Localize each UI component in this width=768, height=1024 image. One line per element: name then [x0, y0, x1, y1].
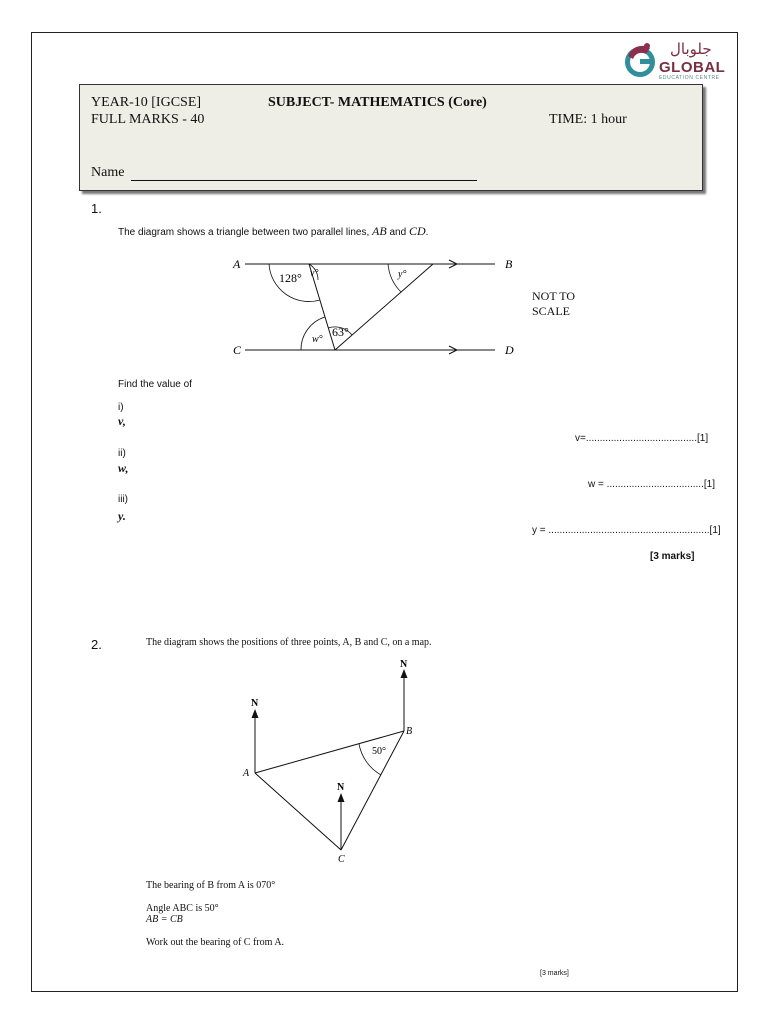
q2-point-A-label: A — [243, 768, 250, 779]
angle-128-label: 128° — [279, 271, 302, 285]
north-A-label: N — [251, 698, 259, 709]
q1-part-iii-var: y. — [118, 509, 126, 523]
q1-part-i-var: v, — [118, 414, 126, 428]
q1-intro: The diagram shows a triangle between two parallel lines, AB and CD. — [118, 224, 429, 238]
point-C-label: C — [233, 343, 242, 357]
q1-part-iii-answer[interactable]: y = ..........................................................[1] — [532, 525, 721, 536]
q2-point-B-label: B — [406, 726, 413, 737]
q1-find-text: Find the value of — [118, 379, 192, 390]
name-field[interactable] — [131, 180, 477, 181]
q1-marks: [3 marks] — [650, 551, 695, 562]
not-to-scale-line2: SCALE — [532, 304, 571, 318]
point-D-label: D — [505, 343, 514, 357]
q1-part-ii-answer[interactable]: w = ...................................[1] — [588, 479, 715, 490]
q2-line2: Angle ABC is 50° — [146, 903, 219, 914]
point-B-label: B — [505, 257, 513, 271]
angle-v-label: v° — [310, 268, 319, 279]
full-marks-label: FULL MARKS - 40 — [91, 112, 205, 127]
q1-part-ii-num: ii) — [118, 448, 126, 459]
q1-diagram — [225, 250, 525, 362]
angle-y-label: y° — [398, 269, 407, 280]
q2-line1: The bearing of B from A is 070° — [146, 880, 276, 891]
q2-line3: AB = CB — [146, 914, 183, 925]
q2-line4: Work out the bearing of C from A. — [146, 937, 285, 948]
angle-w-label: w° — [312, 334, 323, 345]
name-label: Name — [91, 165, 125, 180]
north-C-label: N — [337, 782, 345, 793]
north-B-label: N — [400, 659, 408, 670]
q1-number: 1. — [91, 201, 102, 216]
q2-point-C-label: C — [338, 854, 345, 865]
q1-part-iii-num: iii) — [118, 494, 128, 505]
q2-diagram — [235, 655, 425, 870]
time-label: TIME: 1 hour — [549, 112, 627, 127]
point-A-label: A — [233, 257, 241, 271]
q1-part-ii-var: w, — [118, 461, 129, 475]
q2-number: 2. — [91, 637, 102, 652]
angle-63-label: 63° — [332, 325, 349, 339]
q2-angle-label: 50° — [372, 746, 386, 757]
logo-tagline: EDUCATION CENTRE — [659, 75, 720, 81]
year-label: YEAR-10 [IGCSE] — [91, 95, 202, 110]
q1-part-i-answer[interactable]: v=........................................[1] — [575, 433, 709, 444]
not-to-scale-line1: NOT TO — [532, 289, 576, 303]
q2-intro: The diagram shows the positions of three points, A, B and C, on a map. — [146, 637, 432, 648]
q2-marks: [3 marks] — [540, 970, 569, 977]
subject-label: SUBJECT- MATHEMATICS (Core) — [268, 95, 487, 110]
logo-brand: GLOBAL — [659, 59, 726, 76]
q1-part-i-num: i) — [118, 402, 124, 413]
logo-arabic-text: جلوبال — [670, 40, 712, 58]
